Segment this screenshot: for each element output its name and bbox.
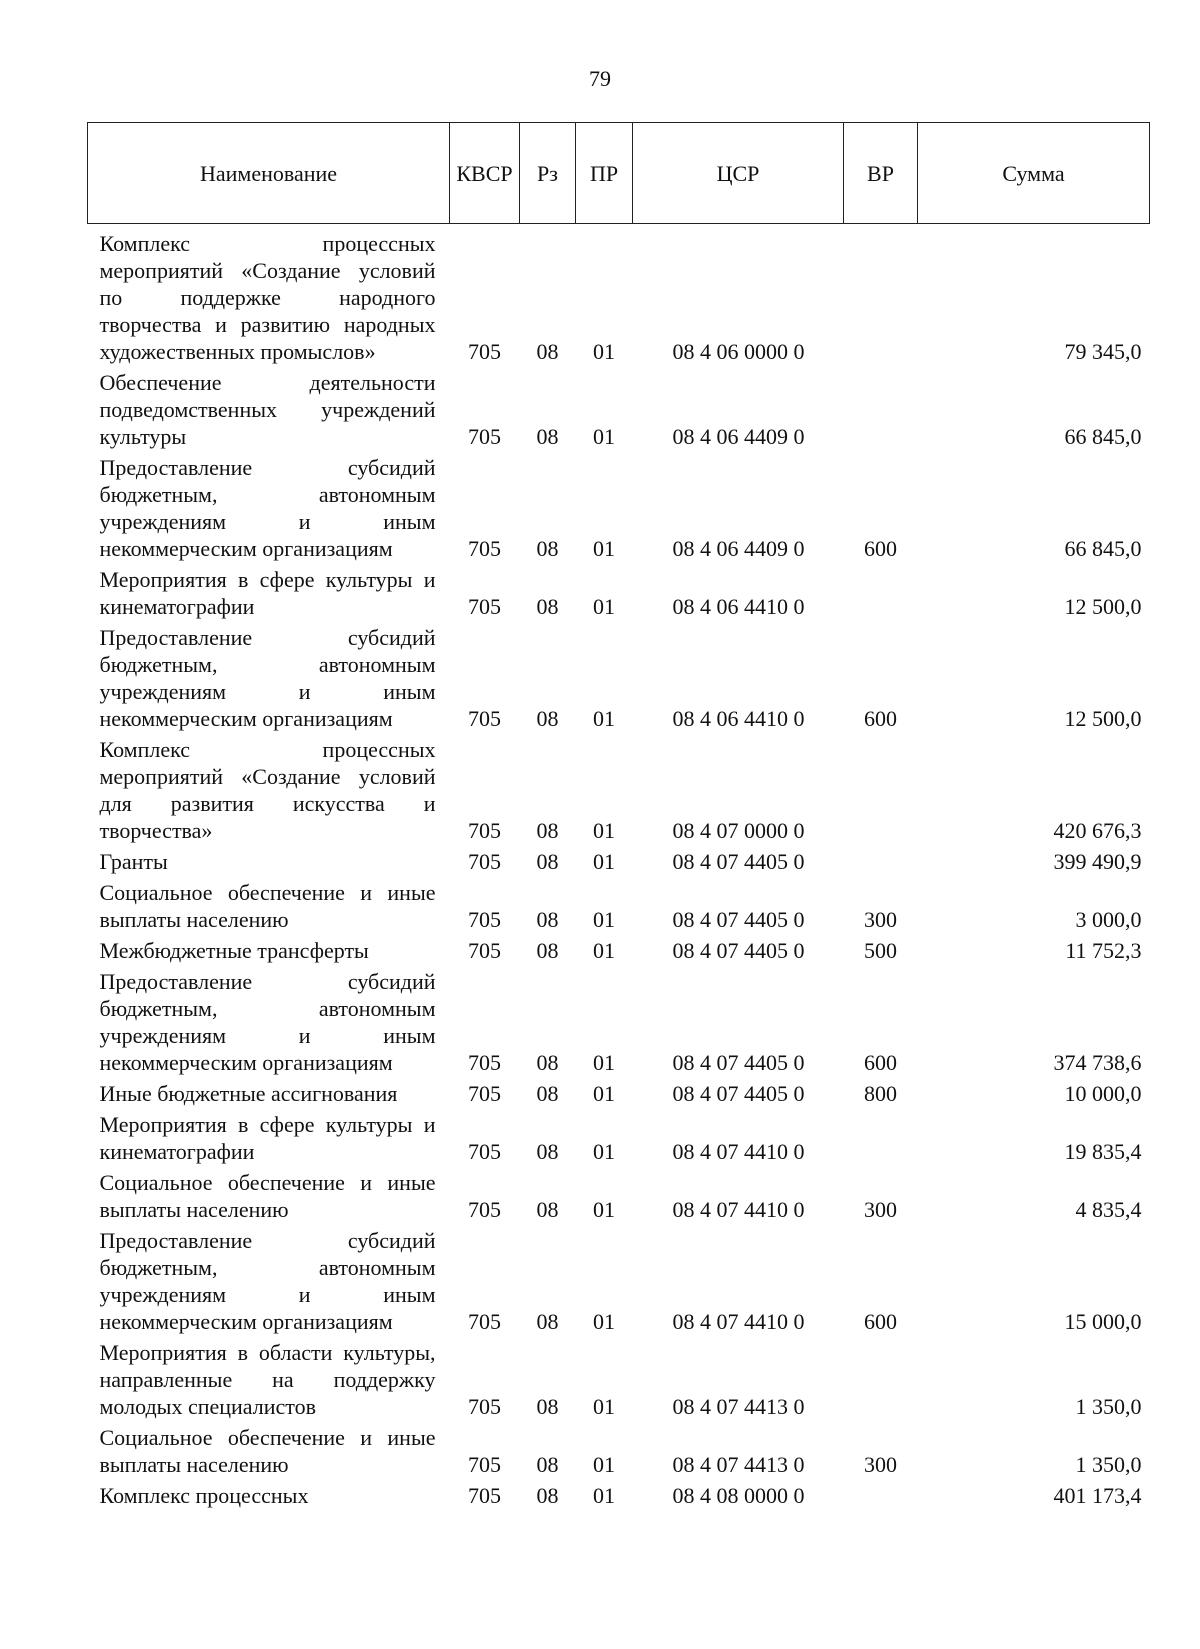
row-vr [844, 734, 918, 846]
row-rz: 08 [536, 818, 559, 843]
row-csr: 08 4 07 4405 0 [672, 1050, 805, 1075]
row-pr: 01 [593, 818, 615, 843]
row-name: Социальное обеспечение и иные выплаты населению [99, 880, 436, 932]
row-name: Предоставление субсидий бюджетным, автономным учреждениям и иным некоммерческим организациям [99, 455, 436, 561]
row-kvsr: 705 [468, 907, 501, 932]
row-kvsr: 705 [468, 339, 501, 364]
row-sum: 66 845,0 [1064, 536, 1142, 561]
row-pr: 01 [593, 1139, 615, 1164]
row-rz: 08 [536, 1050, 559, 1075]
row-rz: 08 [536, 1483, 559, 1508]
row-sum: 19 835,4 [1064, 1139, 1142, 1164]
header-name: Наименование [88, 123, 450, 224]
row-kvsr: 705 [468, 938, 501, 963]
row-sum: 401 173,4 [1053, 1483, 1142, 1508]
row-pr: 01 [593, 536, 615, 561]
table-row [88, 1337, 1150, 1422]
table-body [88, 224, 1150, 1512]
row-kvsr: 705 [468, 1452, 501, 1477]
row-csr: 08 4 07 4410 0 [672, 1309, 805, 1334]
table-row [88, 935, 1150, 966]
row-kvsr: 705 [468, 1309, 501, 1334]
header-csr: ЦСР [633, 123, 844, 224]
row-rz: 08 [536, 1394, 559, 1419]
row-name: Предоставление субсидий бюджетным, автономным учреждениям и иным некоммерческим организациям [99, 625, 436, 731]
row-rz: 08 [536, 1139, 559, 1164]
row-csr: 08 4 06 4409 0 [672, 536, 805, 561]
table-row [88, 367, 1150, 452]
row-csr: 08 4 07 0000 0 [672, 818, 805, 843]
row-rz: 08 [536, 1309, 559, 1334]
row-name: Гранты [99, 849, 168, 874]
header-vr: ВР [844, 123, 918, 224]
row-name: Комплекс процессных мероприятий «Создание условий по поддержке народного творчества и развитию народных художественных промыслов» [99, 231, 436, 364]
row-csr: 08 4 07 4413 0 [672, 1394, 805, 1419]
row-pr: 01 [593, 424, 615, 449]
row-vr [844, 1480, 918, 1511]
row-name: Обеспечение деятельности подведомственных учреждений культуры [99, 370, 436, 449]
row-rz: 08 [536, 938, 559, 963]
row-sum: 1 350,0 [1075, 1394, 1142, 1419]
row-kvsr: 705 [468, 536, 501, 561]
row-vr [844, 846, 918, 877]
table-row [88, 846, 1150, 877]
row-vr [844, 564, 918, 622]
table-row [88, 877, 1150, 935]
row-rz: 08 [536, 907, 559, 932]
row-csr: 08 4 06 4410 0 [672, 706, 805, 731]
row-vr: 800 [864, 1081, 897, 1106]
row-vr: 600 [864, 1309, 897, 1334]
row-rz: 08 [536, 536, 559, 561]
row-kvsr: 705 [468, 594, 501, 619]
budget-table [87, 122, 1150, 1511]
row-name: Мероприятия в сфере культуры и кинематографии [99, 567, 436, 619]
row-pr: 01 [593, 1309, 615, 1334]
row-csr: 08 4 06 4409 0 [672, 424, 805, 449]
row-name: Предоставление субсидий бюджетным, автономным учреждениям и иным некоммерческим организациям [99, 1228, 436, 1334]
row-rz: 08 [536, 1081, 559, 1106]
row-csr: 08 4 07 4410 0 [672, 1197, 805, 1222]
row-name: Предоставление субсидий бюджетным, автономным учреждениям и иным некоммерческим организациям [99, 969, 436, 1075]
table-row [88, 1225, 1150, 1337]
row-csr: 08 4 06 0000 0 [672, 339, 805, 364]
table-row [88, 1480, 1150, 1511]
row-kvsr: 705 [468, 1197, 501, 1222]
table-row [88, 734, 1150, 846]
row-sum: 12 500,0 [1064, 594, 1142, 619]
row-pr: 01 [593, 1483, 615, 1508]
row-csr: 08 4 07 4413 0 [672, 1452, 805, 1477]
header-kvsr: КВСР [450, 123, 520, 224]
row-vr: 300 [864, 907, 897, 932]
row-kvsr: 705 [468, 849, 501, 874]
row-kvsr: 705 [468, 424, 501, 449]
row-name: Социальное обеспечение и иные выплаты населению [99, 1425, 436, 1477]
row-vr: 300 [864, 1452, 897, 1477]
row-name: Межбюджетные трансферты [99, 938, 369, 963]
row-sum: 12 500,0 [1064, 706, 1142, 731]
row-pr: 01 [593, 1081, 615, 1106]
row-rz: 08 [536, 1197, 559, 1222]
row-kvsr: 705 [468, 1139, 501, 1164]
row-csr: 08 4 07 4405 0 [672, 938, 805, 963]
row-vr: 500 [864, 938, 897, 963]
row-kvsr: 705 [468, 1050, 501, 1075]
row-rz: 08 [536, 706, 559, 731]
page-number: 79 [589, 66, 611, 91]
row-kvsr: 705 [468, 818, 501, 843]
row-sum: 4 835,4 [1075, 1197, 1142, 1222]
row-pr: 01 [593, 1452, 615, 1477]
row-sum: 66 845,0 [1064, 424, 1142, 449]
row-rz: 08 [536, 594, 559, 619]
row-vr: 600 [864, 536, 897, 561]
row-pr: 01 [593, 594, 615, 619]
row-vr [844, 224, 918, 368]
row-csr: 08 4 07 4410 0 [672, 1139, 805, 1164]
row-vr [844, 1337, 918, 1422]
row-csr: 08 4 07 4405 0 [672, 1081, 805, 1106]
row-rz: 08 [536, 339, 559, 364]
table-row [88, 224, 1150, 368]
table-row [88, 1078, 1150, 1109]
row-kvsr: 705 [468, 706, 501, 731]
header-sum: Сумма [918, 123, 1150, 224]
table-row [88, 622, 1150, 734]
row-kvsr: 705 [468, 1394, 501, 1419]
table-row [88, 1109, 1150, 1167]
row-vr: 300 [864, 1197, 897, 1222]
row-name: Комплекс процессных мероприятий «Создание условий для развития искусства и творчества» [99, 737, 436, 843]
row-name: Социальное обеспечение и иные выплаты населению [99, 1170, 436, 1222]
row-sum: 11 752,3 [1065, 938, 1142, 963]
row-pr: 01 [593, 938, 615, 963]
header-pr: ПР [576, 123, 633, 224]
row-name: Мероприятия в области культуры, направленные на поддержку молодых специалистов [99, 1340, 436, 1419]
table-row [88, 1422, 1150, 1480]
row-vr: 600 [864, 706, 897, 731]
row-kvsr: 705 [468, 1081, 501, 1106]
row-pr: 01 [593, 849, 615, 874]
row-vr [844, 367, 918, 452]
row-sum: 374 738,6 [1053, 1050, 1142, 1075]
row-name: Комплекс процессных [99, 1483, 309, 1508]
row-kvsr: 705 [468, 1483, 501, 1508]
row-sum: 3 000,0 [1075, 907, 1142, 932]
row-pr: 01 [593, 339, 615, 364]
row-pr: 01 [593, 1394, 615, 1419]
row-pr: 01 [593, 706, 615, 731]
row-csr: 08 4 07 4405 0 [672, 907, 805, 932]
row-pr: 01 [593, 1197, 615, 1222]
header-rz: Рз [520, 123, 576, 224]
row-rz: 08 [536, 849, 559, 874]
row-rz: 08 [536, 1452, 559, 1477]
row-rz: 08 [536, 424, 559, 449]
row-name: Мероприятия в сфере культуры и кинематографии [99, 1112, 436, 1164]
table-row [88, 452, 1150, 564]
row-sum: 420 676,3 [1053, 818, 1142, 843]
row-sum: 79 345,0 [1064, 339, 1142, 364]
row-csr: 08 4 06 4410 0 [672, 594, 805, 619]
table-row [88, 1167, 1150, 1225]
table-header-row [88, 123, 1150, 224]
row-pr: 01 [593, 1050, 615, 1075]
row-csr: 08 4 07 4405 0 [672, 849, 805, 874]
row-sum: 399 490,9 [1053, 849, 1142, 874]
row-pr: 01 [593, 907, 615, 932]
row-sum: 1 350,0 [1075, 1452, 1142, 1477]
row-csr: 08 4 08 0000 0 [672, 1483, 805, 1508]
row-vr [844, 1109, 918, 1167]
row-sum: 15 000,0 [1064, 1309, 1142, 1334]
table-row [88, 966, 1150, 1078]
row-vr: 600 [864, 1050, 897, 1075]
table-row [88, 564, 1150, 622]
row-name: Иные бюджетные ассигнования [99, 1081, 398, 1106]
row-sum: 10 000,0 [1064, 1081, 1142, 1106]
